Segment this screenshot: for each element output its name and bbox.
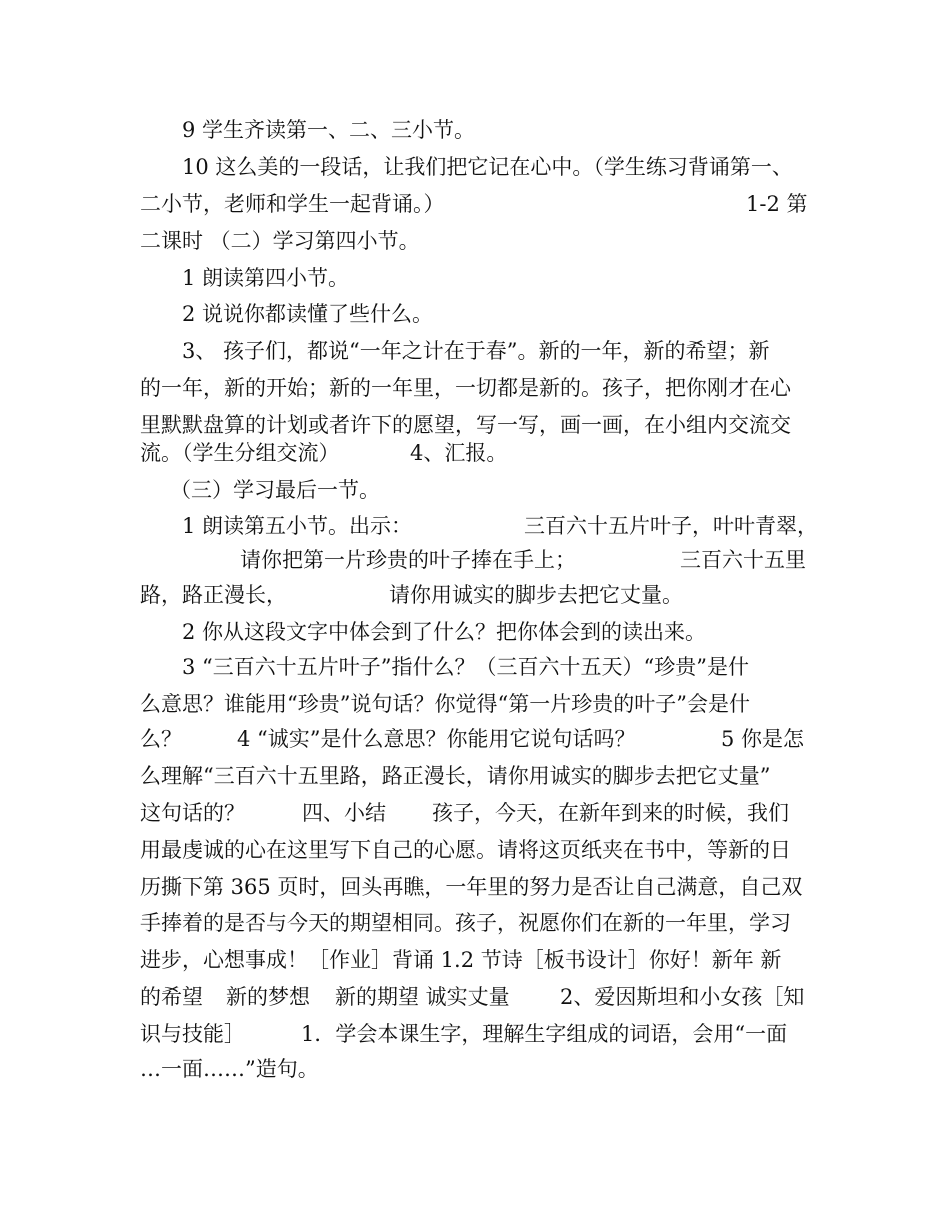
text-segment: （三）学习最后一节。: [170, 478, 380, 502]
text-line: [0, 578, 950, 612]
text-segment: 里默默盘算的计划或者许下的愿望，写一写，画一画，在小组内交流交: [140, 413, 791, 437]
text-segment: 孩子，今天，在新年到来的时候，我们: [432, 801, 789, 825]
text-segment: 手捧着的是否与今天的期望相同。孩子，祝愿你们在新的一年里，学习: [140, 911, 791, 935]
text-segment: 么？: [140, 727, 182, 751]
text-segment: 二课时 （二）学习第四小节。: [140, 229, 420, 253]
text-line: [0, 870, 950, 904]
text-segment: 请你用诚实的脚步去把它丈量。: [389, 583, 683, 607]
text-line: [0, 224, 950, 258]
text-line: [0, 113, 950, 147]
text-line: [0, 722, 950, 756]
text-line: [0, 759, 950, 793]
text-line: [0, 1017, 950, 1051]
text-line: [0, 436, 950, 470]
text-segment: 三百六十五片叶子，叶叶青翠，: [524, 514, 818, 538]
text-segment: 3、 孩子们，都说“一年之计在于春”。新的一年，新的希望；新: [182, 339, 770, 363]
text-line: [0, 1052, 950, 1086]
text-line: [0, 371, 950, 405]
text-segment: 10 这么美的一段话，让我们把它记在心中。（学生练习背诵第一、: [182, 155, 793, 179]
text-segment: 二小节，老师和学生一起背诵。）: [140, 192, 445, 216]
text-segment: 5 你是怎: [721, 727, 805, 751]
text-line: [0, 543, 950, 577]
text-segment: 2 说说你都读懂了些什么。: [182, 302, 434, 326]
text-segment: 4、汇报。: [410, 441, 508, 465]
text-segment: 四、小结: [302, 801, 386, 825]
text-segment: 的一年，新的开始；新的一年里，一切都是新的。孩子，把你刚才在心: [140, 376, 791, 400]
text-segment: 路，路正漫长，: [140, 583, 287, 607]
text-segment: 么意思？谁能用“珍贵”说句话？你觉得“第一片珍贵的叶子”会是什: [140, 692, 750, 716]
text-line: [0, 509, 950, 543]
text-line: [0, 615, 950, 649]
text-line: [0, 833, 950, 867]
text-line: [0, 150, 950, 184]
text-segment: 1 朗读第四小节。: [182, 266, 350, 290]
text-segment: 1-2 第: [746, 192, 808, 216]
text-line: [0, 980, 950, 1014]
text-segment: 么理解“三百六十五里路，路正漫长，请你用诚实的脚步去把它丈量”: [140, 764, 771, 788]
text-segment: 识与技能］: [140, 1022, 245, 1046]
text-segment: 流。（学生分组交流）: [140, 441, 340, 465]
text-segment: 9 学生齐读第一、二、三小节。: [182, 118, 476, 142]
text-segment: 历撕下第 365 页时，回头再瞧，一年里的努力是否让自己满意，自己双: [140, 875, 803, 899]
text-segment: 三百六十五里: [680, 548, 806, 572]
text-line: [0, 334, 950, 368]
text-segment: 2 你从这段文字中体会到了什么？把你体会到的读出来。: [182, 620, 707, 644]
text-line: [0, 187, 950, 221]
text-line: [0, 473, 950, 507]
text-segment: 新的期望 诚实丈量: [335, 985, 510, 1009]
text-segment: 的希望: [140, 985, 203, 1009]
text-segment: 2、爱因斯坦和小女孩［知: [560, 985, 805, 1009]
text-segment: 4 “诚实”是什么意思？你能用它说句话吗？: [237, 727, 636, 751]
text-line: [0, 906, 950, 940]
text-line: [0, 297, 950, 331]
text-line: [0, 650, 950, 684]
text-segment: 1．学会本课生字，理解生字组成的词语，会用“一面: [301, 1022, 788, 1046]
text-segment: 1 朗读第五小节。出示：: [182, 514, 413, 538]
text-segment: 新的梦想: [226, 985, 310, 1009]
text-segment: 请你把第一片珍贵的叶子捧在手上；: [240, 548, 576, 572]
text-line: [0, 943, 950, 977]
text-line: [0, 261, 950, 295]
text-segment: …一面……”造句。: [140, 1057, 319, 1081]
text-segment: 用最虔诚的心在这里写下自己的心愿。请将这页纸夹在书中，等新的日: [140, 838, 791, 862]
text-segment: 3 “三百六十五片叶子”指什么？（三百六十五天）“珍贵”是什: [182, 655, 749, 679]
text-segment: 这句话的？: [140, 801, 245, 825]
text-line: [0, 796, 950, 830]
text-segment: 进步，心想事成！［作业］背诵 1.2 节诗［板书设计］你好！新年 新: [140, 948, 782, 972]
text-line: [0, 687, 950, 721]
